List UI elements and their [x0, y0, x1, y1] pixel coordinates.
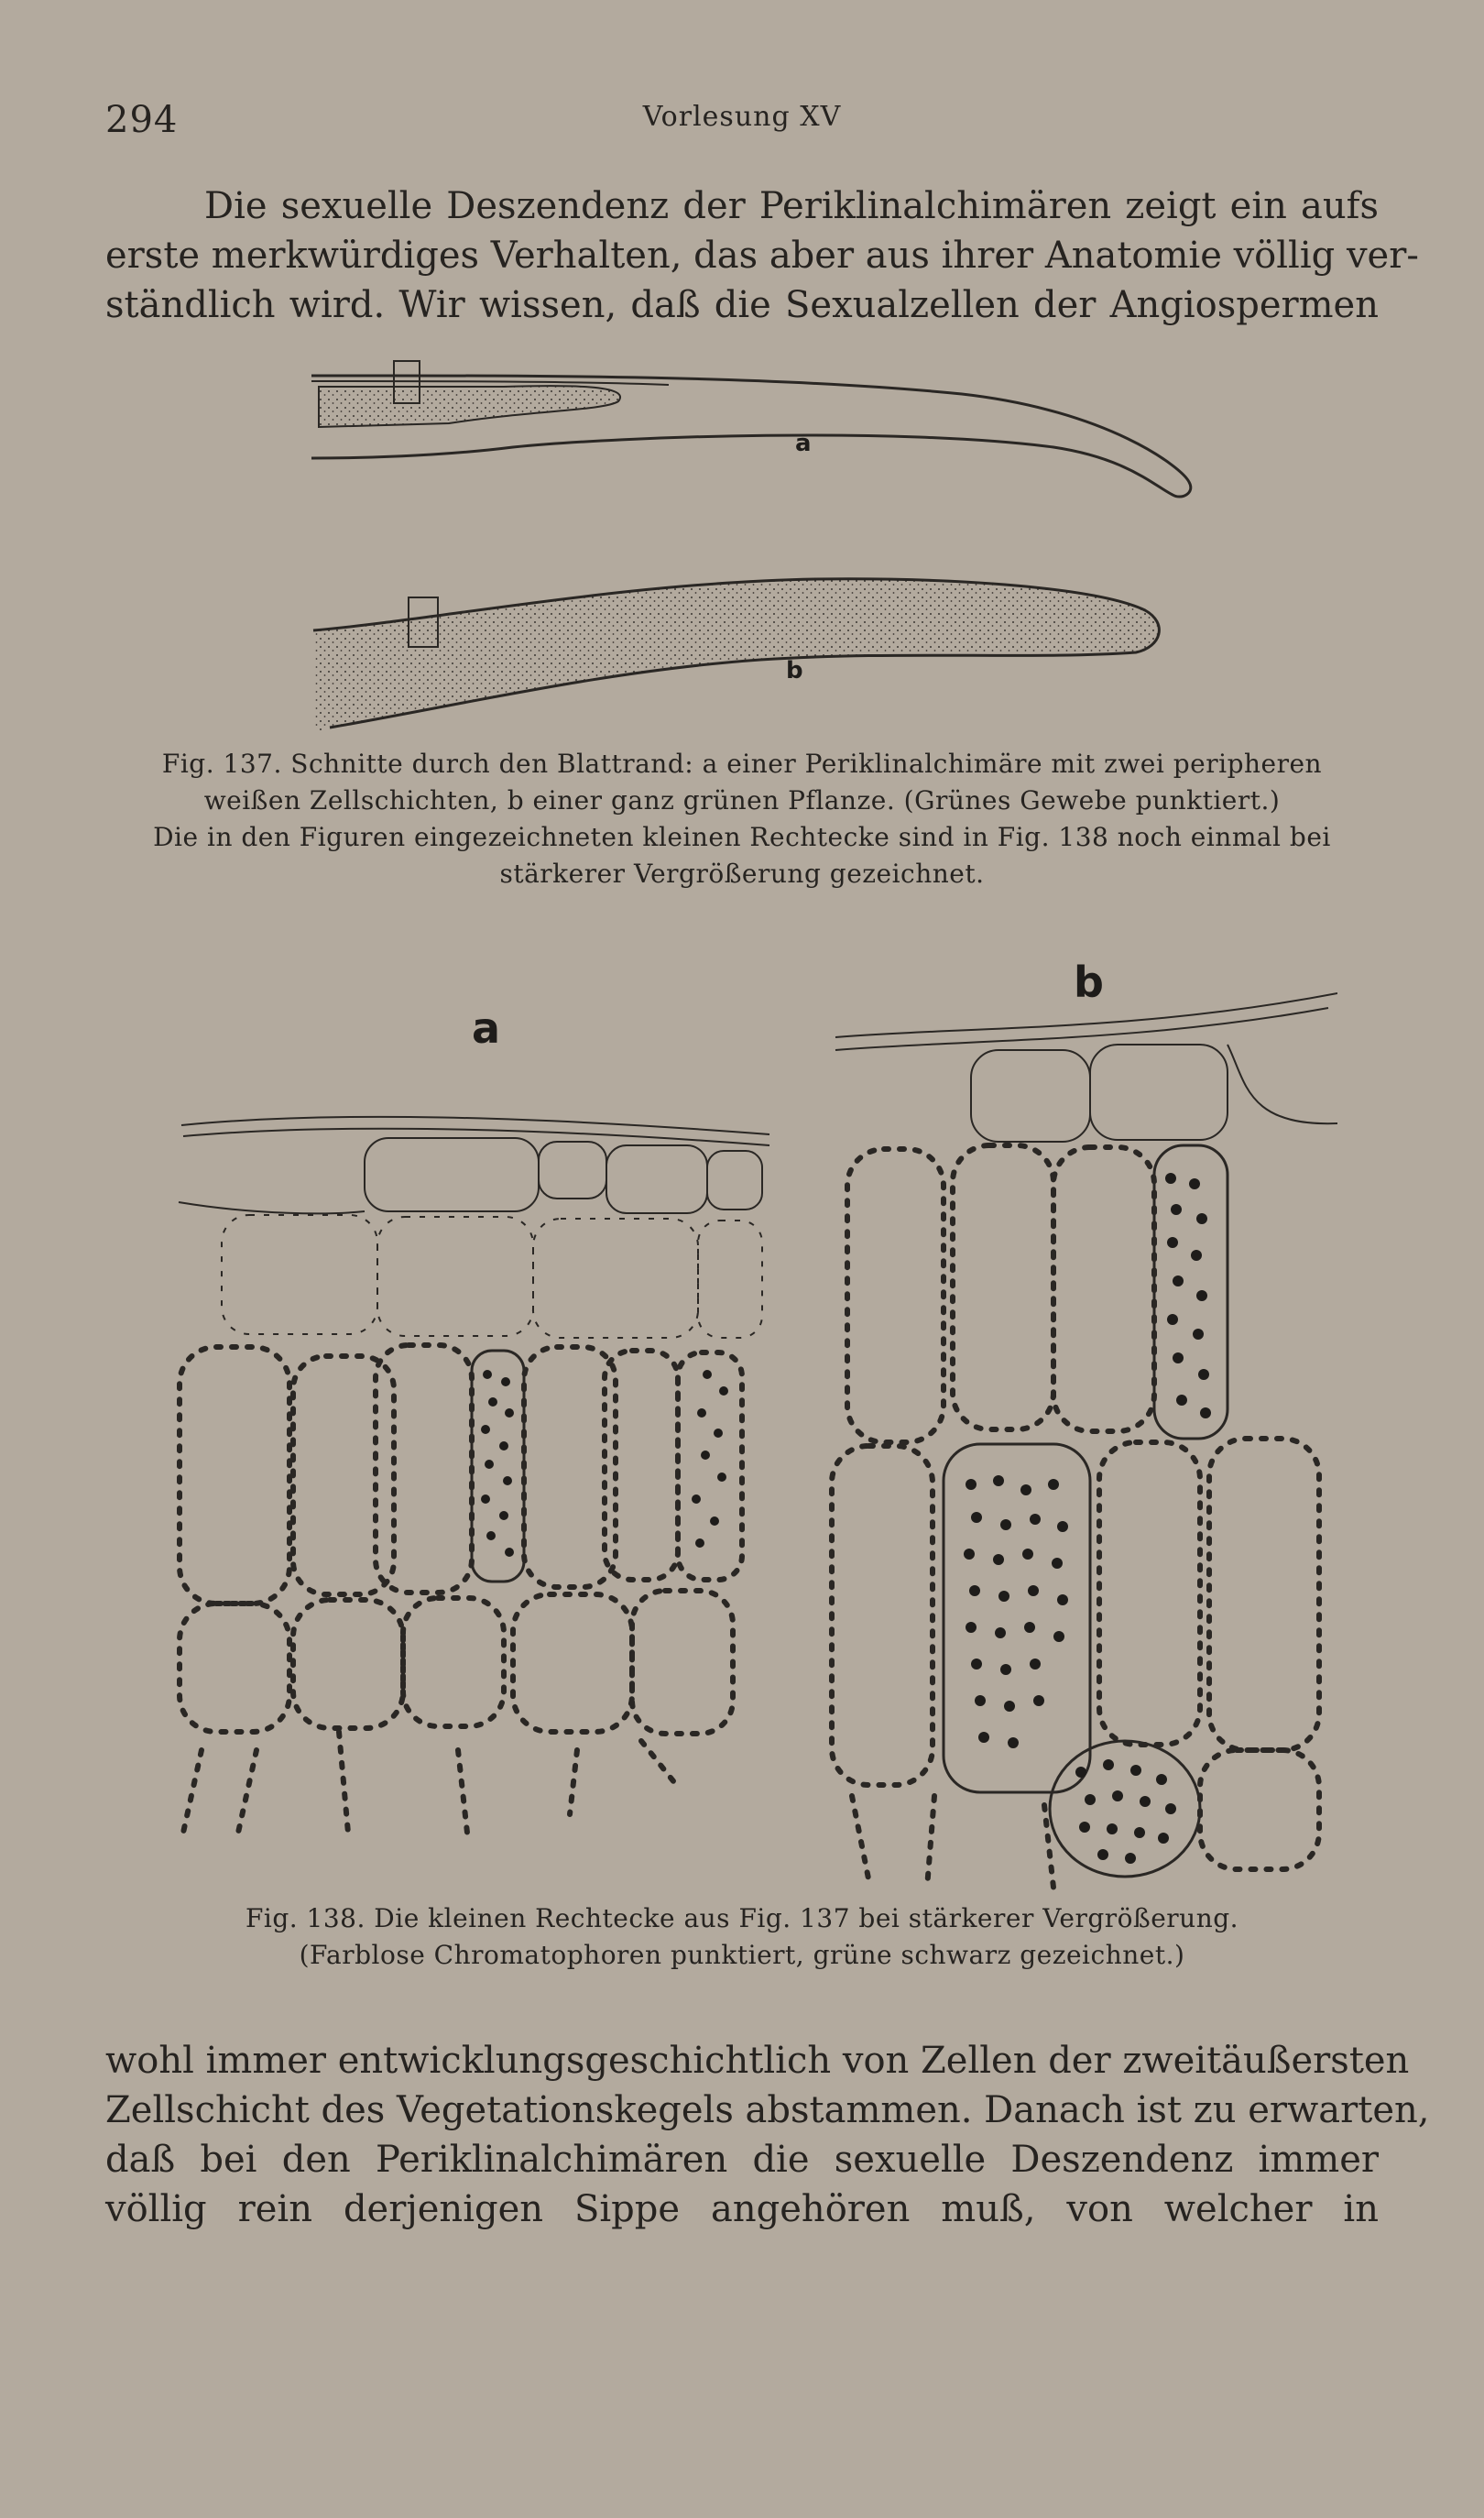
- figure-137: [302, 348, 1209, 733]
- cell-section-a: [179, 1117, 769, 1833]
- paragraph-line: völlig rein derjenigen Sippe angehören muß, von welcher in: [105, 2188, 1379, 2230]
- paragraph-top: [105, 181, 1419, 330]
- running-head: Vorlesung XV: [642, 101, 842, 133]
- paragraph-line: Zellschicht des Vegetationskegels abstammen. Danach ist zu erwarten,: [105, 2089, 1430, 2131]
- figure-137-caption: [101, 746, 1383, 892]
- fig137-label-a: a: [795, 430, 812, 457]
- fig138-label-a: a: [472, 1003, 501, 1053]
- caption-line: Fig. 137. Schnitte durch den Blattrand: a einer Periklinalchimäre mit zwei peripheren: [161, 749, 1323, 779]
- paragraph-line: daß bei den Periklinalchimären die sexuelle Deszendenz immer: [105, 2139, 1379, 2181]
- paragraph-line: ständlich wird. Wir wissen, daß die Sexualzellen der Angiospermen: [105, 284, 1379, 326]
- caption-line: Fig. 138. Die kleinen Rechtecke aus Fig. 137 bei stärkerer Vergrößerung.: [245, 1903, 1239, 1933]
- figure-138-caption: [101, 1900, 1383, 1974]
- caption-line: stärkerer Vergrößerung gezeichnet.: [499, 859, 985, 889]
- paragraph-line: Die sexuelle Deszendenz der Periklinalchimären zeigt ein aufs: [204, 185, 1379, 227]
- paragraph-bottom: [105, 2036, 1430, 2234]
- figure-137-drawing: [302, 348, 1209, 733]
- leaf-section-a: [311, 361, 1191, 497]
- fig137-label-b: b: [786, 657, 803, 684]
- paragraph-line: erste merkwürdiges Verhalten, das aber aus ihrer Anatomie völlig ver-: [105, 235, 1419, 277]
- caption-line: (Farblose Chromatophoren punktiert, grüne schwarz gezeichnet.): [299, 1940, 1185, 1970]
- caption-line: weißen Zellschichten, b einer ganz grünen Pflanze. (Grünes Gewebe punktiert.): [203, 785, 1281, 816]
- figure-138: [147, 944, 1337, 1897]
- figure-138-drawing: [147, 944, 1337, 1897]
- leaf-section-b: [313, 579, 1159, 733]
- page-number: 294: [105, 99, 179, 141]
- fig138-label-b: b: [1074, 958, 1104, 1007]
- caption-line: Die in den Figuren eingezeichneten kleinen Rechtecke sind in Fig. 138 noch einmal bei: [153, 822, 1331, 852]
- cell-section-b: [832, 993, 1337, 1888]
- paragraph-line: wohl immer entwicklungsgeschichtlich von Zellen der zweitäußersten: [105, 2040, 1410, 2082]
